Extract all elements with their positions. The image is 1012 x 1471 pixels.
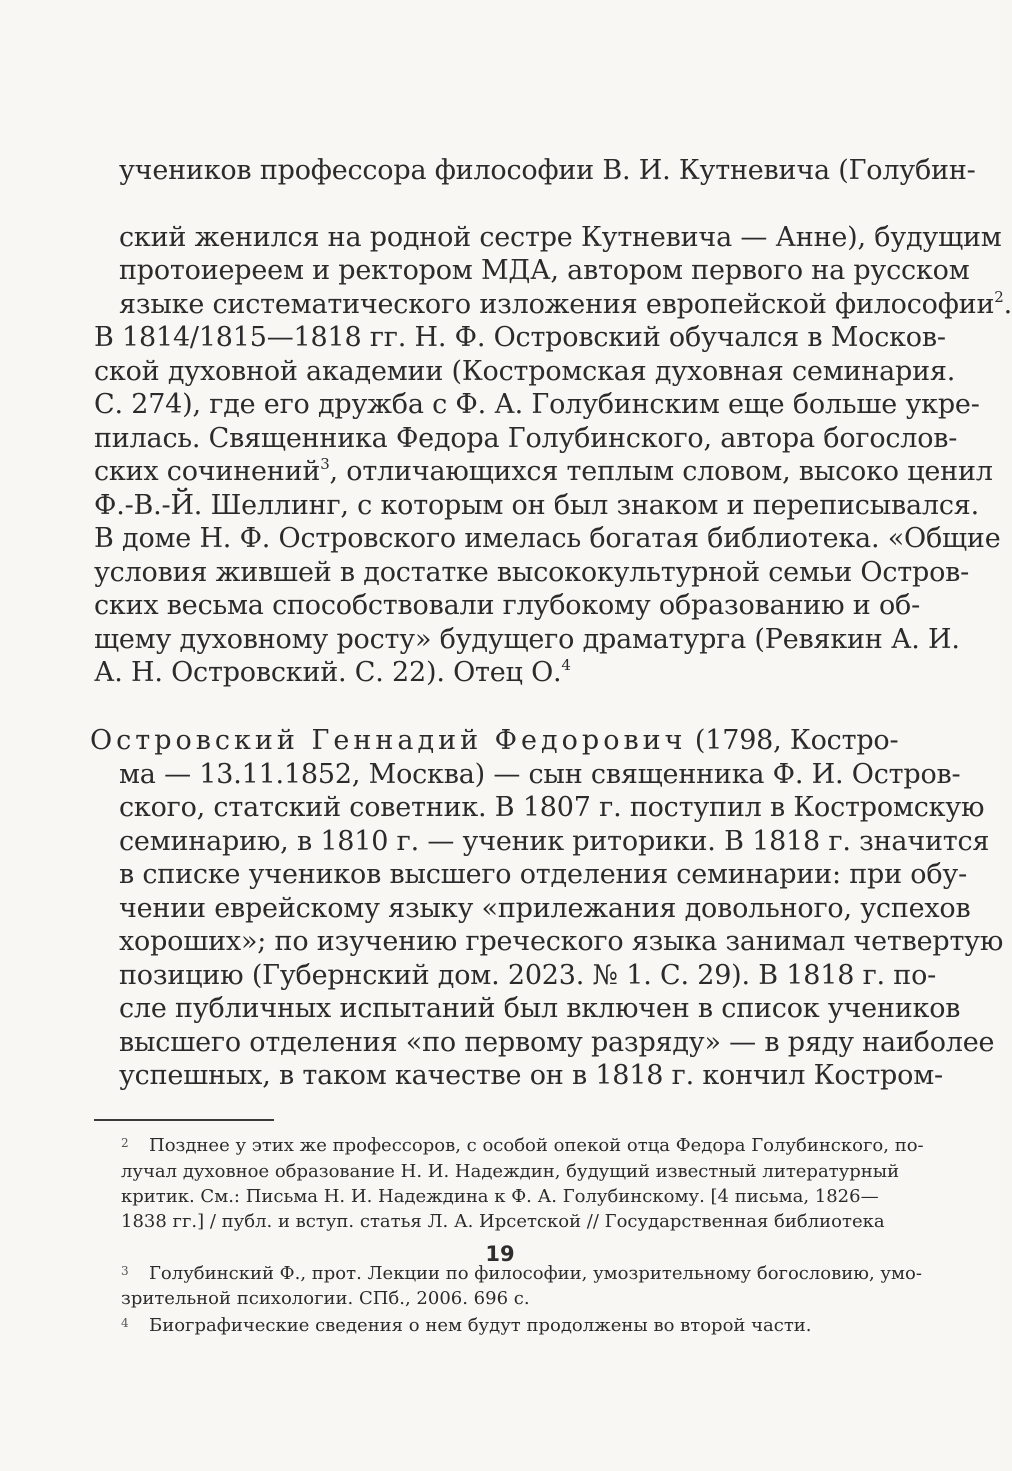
text-line: ского, статский советник. В 1807 г. поступил в Костромскую — [119, 792, 985, 823]
text-line: ских сочинений$^3$, отличающихся теплым словом, высоко ценил — [94, 455, 993, 487]
text-line: учеников профессора философии В. И. Кутневича (Голубин- — [119, 155, 976, 186]
entry-heading-name: Островский Геннадий Федорович — [90, 725, 687, 756]
text-line: пилась. Священника Федора Голубинского, автора богослов- — [94, 423, 958, 454]
footnote-ref[interactable]: 3 — [320, 455, 330, 473]
text-line: высшего отделения «по первому разряду» — в ряду наиболее — [119, 1027, 995, 1058]
text-line: В доме Н. Ф. Островского имелась богатая библиотека. «Общие — [94, 523, 1001, 554]
footnote-line: зрительной психологии. СПб., 2006. 696 с. — [121, 1288, 530, 1309]
text-line: Ф.-В.-Й. Шеллинг, с которым он был знаком и переписывался. — [94, 490, 980, 521]
text-line: ский женился на родной сестре Кутневича — Анне), будущим — [119, 222, 1002, 253]
text-line: С. 274), где его дружба с Ф. А. Голубинским еще больше укре- — [94, 389, 980, 420]
footnote-line: Биографические сведения о нем будут продолжены во второй части. — [149, 1315, 812, 1336]
text-line: успешных, в таком качестве он в 1818 г. кончил Костром- — [119, 1060, 943, 1091]
text-line: в списке учеников высшего отделения семинарии: при обу- — [119, 859, 968, 890]
text-line: хороших»; по изучению греческого языка занимал четвертую — [119, 926, 1004, 957]
footnote-line: критик. См.: Письма Н. И. Надеждина к Ф. А. Голубинскому. [4 письма, 1826— — [121, 1186, 879, 1207]
text-line: условия жившей в достатке высококультурной семьи Остров- — [94, 557, 970, 588]
text-line: семинарию, в 1810 г. — ученик риторики. В 1818 г. значится — [119, 826, 990, 857]
text-line: В 1814/1815—1818 гг. Н. Ф. Островский обучался в Москов- — [94, 322, 946, 353]
footnote-line: Голубинский Ф., прот. Лекции по философии, умозрительному богословию, умо- — [149, 1263, 922, 1284]
footnote-mark: 3 — [121, 1264, 129, 1278]
text-line: щему духовному росту» будущего драматурга (Ревякин А. И. — [94, 624, 960, 655]
page-number: 19 — [485, 1242, 515, 1266]
text-line: сле публичных испытаний был включен в список учеников — [119, 993, 961, 1024]
footnote-line: лучал духовное образование Н. И. Надеждин, будущий известный литературный — [121, 1161, 900, 1182]
text-line: ских весьма способствовали глубокому образованию и об- — [94, 590, 920, 621]
footnote-separator — [94, 1119, 274, 1121]
footnote-mark: 4 — [121, 1316, 129, 1330]
text-line: ской духовной академии (Костромская духовная семинария. — [94, 356, 956, 387]
footnote-ref[interactable]: 2 — [994, 288, 1004, 306]
text-line: ма — 13.11.1852, Москва) — сын священника Ф. И. Остров- — [119, 759, 961, 790]
footnote-ref[interactable]: 4 — [561, 656, 571, 674]
text-line: Островский Геннадий Федорович (1798, Костро- — [90, 725, 899, 756]
text-line: протоиереем и ректором МДА, автором первого на русском — [119, 255, 970, 286]
text-line: А. Н. Островский. С. 22). Отец О.$^4$ — [94, 656, 571, 688]
footnote-line: Позднее у этих же профессоров, с особой опекой отца Федора Голубинского, по- — [149, 1135, 924, 1156]
text-line: языке систематического изложения европейской философии$^2$. — [119, 288, 1012, 320]
text-line: позицию (Губернский дом. 2023. № 1. С. 29). В 1818 г. по- — [119, 960, 937, 991]
footnote-line: 1838 гг.] / публ. и вступ. статья Л. А. Ирсетской // Государственная библиотека — [121, 1211, 885, 1232]
footnote-mark: 2 — [121, 1136, 129, 1150]
text-line: чении еврейскому языку «прилежания довольного, успехов — [119, 893, 971, 924]
